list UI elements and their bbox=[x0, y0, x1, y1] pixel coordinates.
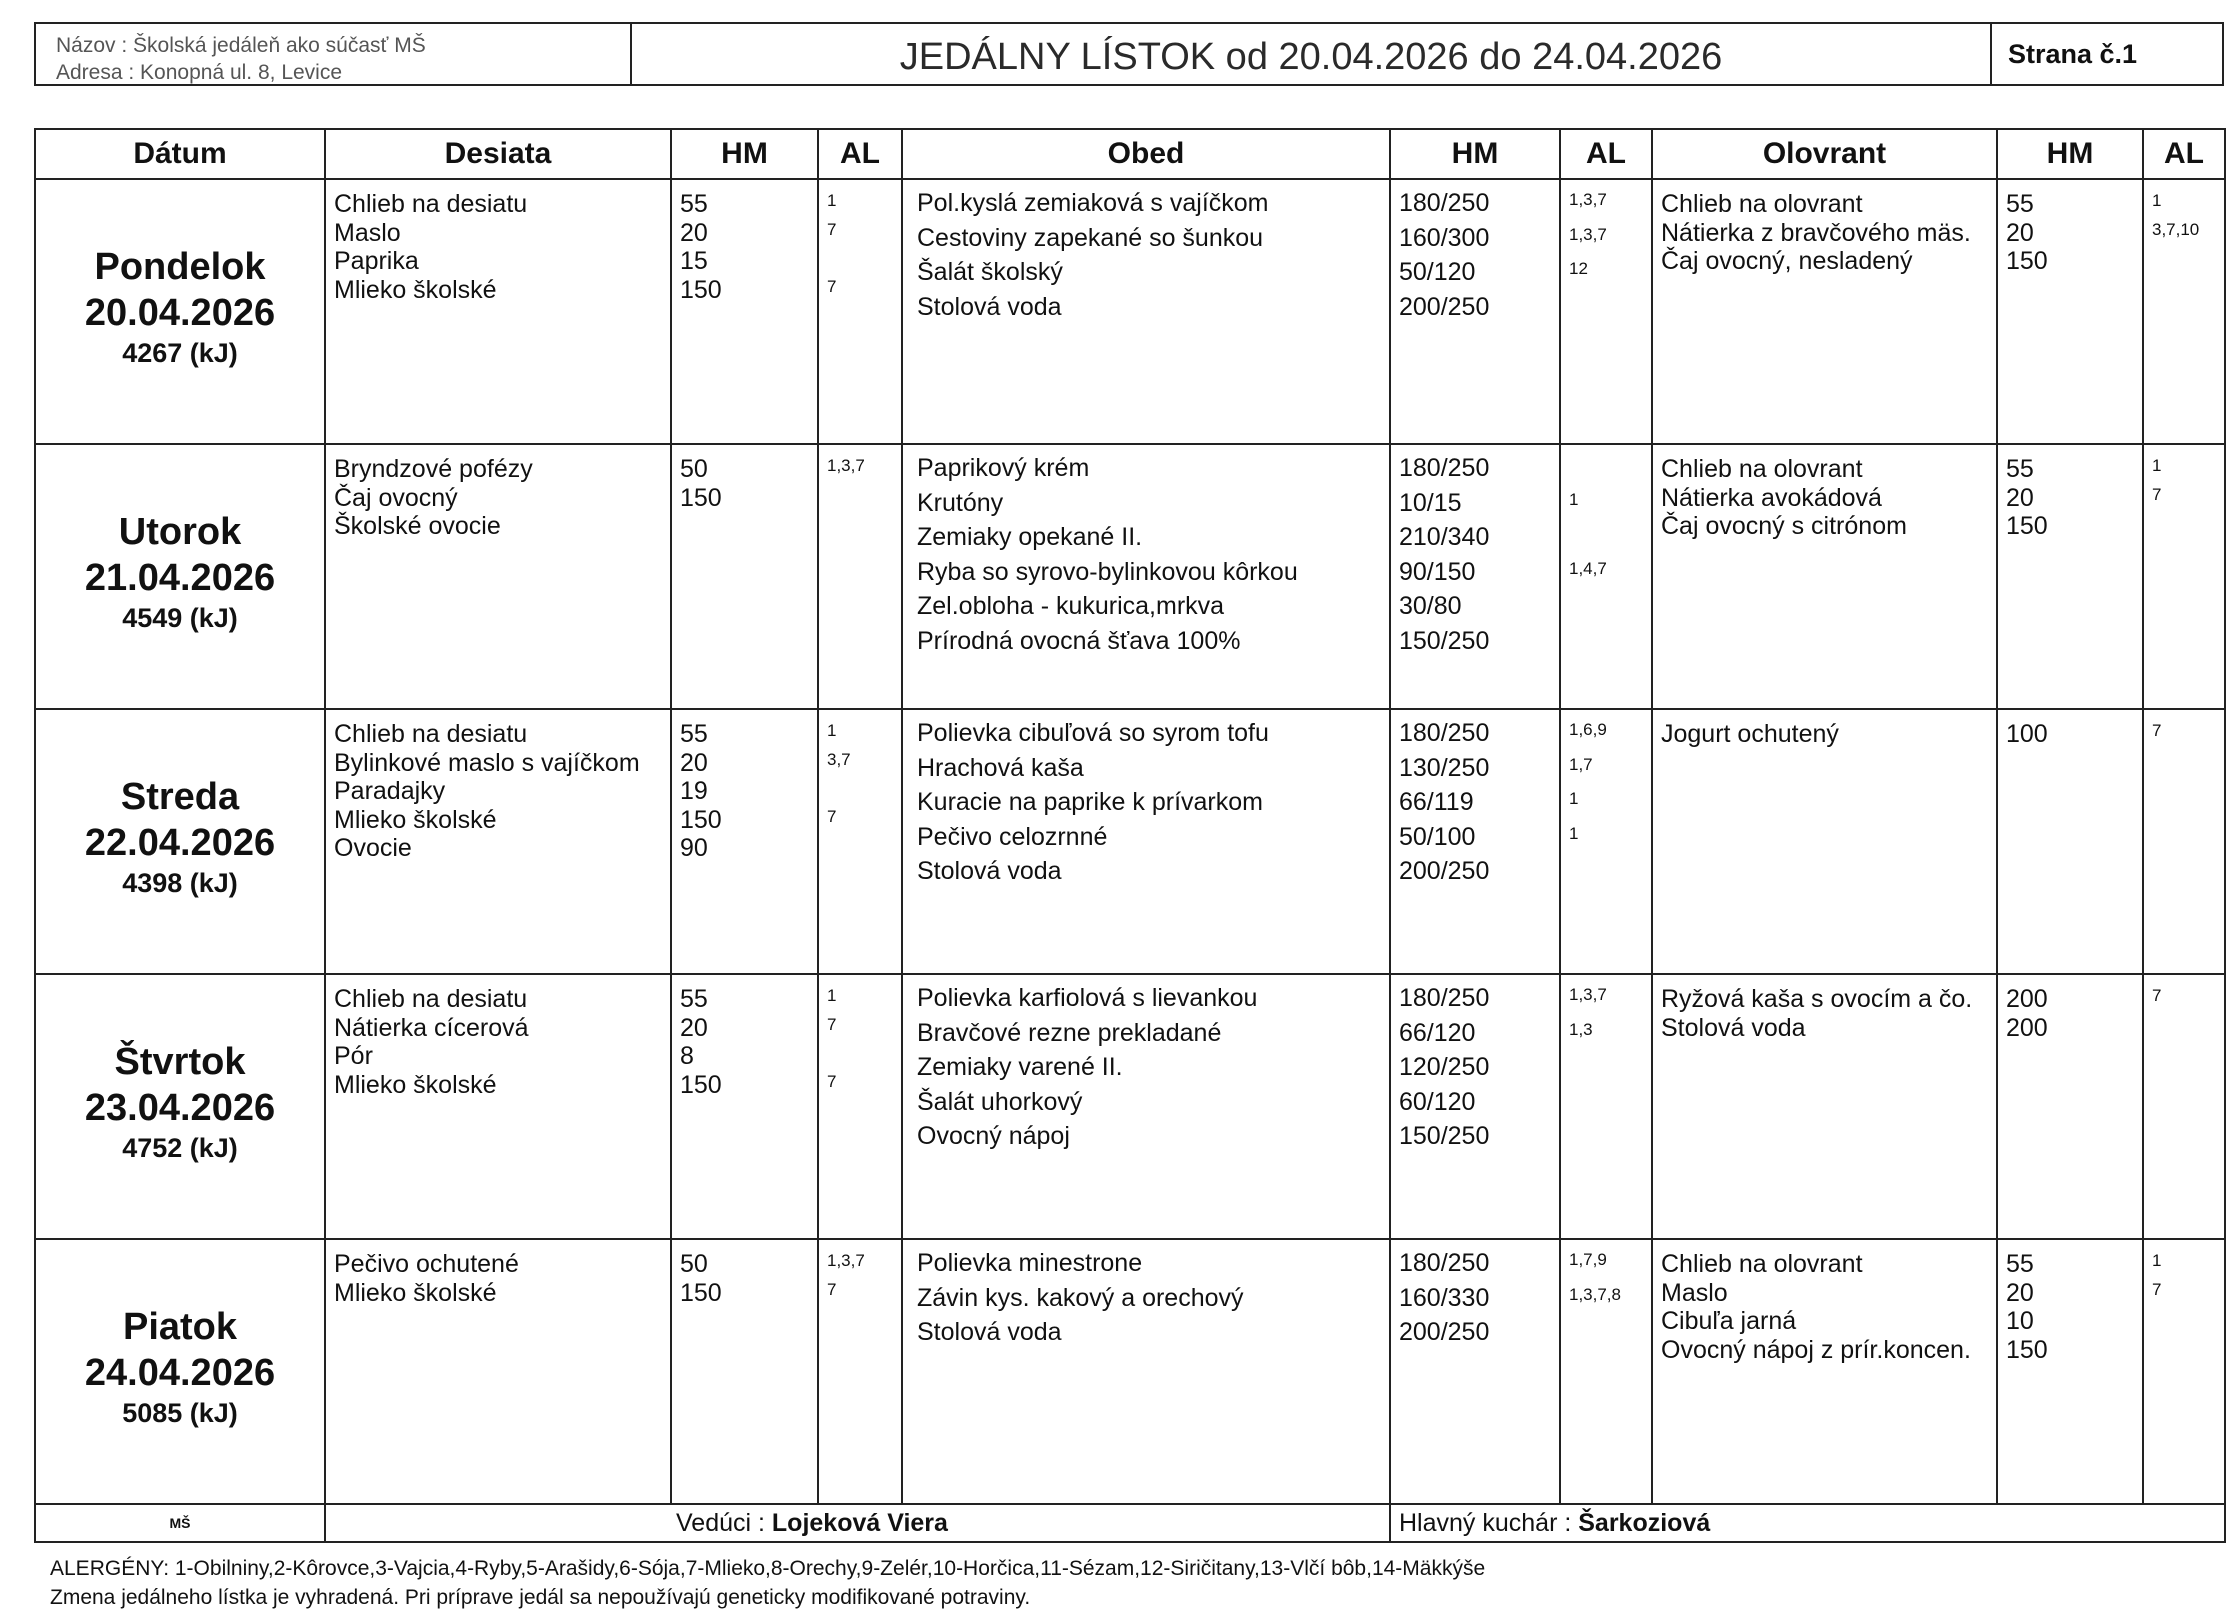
snack-hm: 55 bbox=[680, 985, 708, 1013]
col-afternoon-hm: HM bbox=[1997, 129, 2143, 179]
snack-hm: 50 bbox=[680, 1250, 708, 1278]
manager-label: Vedúci : bbox=[676, 1508, 772, 1537]
afternoon-al-cell bbox=[2143, 179, 2225, 444]
day-name: Pondelok bbox=[94, 245, 266, 288]
day-energy: 4549 (kJ) bbox=[122, 602, 238, 633]
table-header-row bbox=[35, 129, 2225, 179]
lunch-items-cell bbox=[902, 444, 1390, 709]
afternoon-al bbox=[2152, 1336, 2216, 1365]
lunch-item: Šalát uhorkový bbox=[917, 1087, 1083, 1116]
day-row bbox=[35, 709, 2225, 974]
day-date: 24.04.2026 bbox=[84, 1351, 276, 1394]
lunch-items-cell bbox=[902, 1239, 1390, 1504]
lunch-hm: 210/340 bbox=[1399, 523, 1490, 551]
lunch-hm: 50/100 bbox=[1399, 822, 1476, 851]
lunch-al: 1,7 bbox=[1569, 754, 1593, 774]
col-lunch-al: AL bbox=[1560, 129, 1652, 179]
day-row bbox=[35, 1239, 2225, 1504]
footer-chef bbox=[1390, 1504, 2225, 1542]
snack-items-cell bbox=[325, 179, 671, 444]
afternoon-item: Chlieb na olovrant bbox=[1661, 190, 1863, 218]
lunch-hm: 66/119 bbox=[1399, 788, 1474, 816]
lunch-al: 12 bbox=[1569, 259, 1588, 278]
snack-al bbox=[827, 777, 893, 806]
snack-items-cell bbox=[325, 709, 671, 974]
afternoon-hm: 55 bbox=[2006, 1250, 2034, 1278]
snack-al bbox=[827, 834, 893, 863]
disclaimer: Zmena jedálneho lístka je vyhradená. Pri príprave jedál sa nepoužívajú geneticky modifikované potraviny. bbox=[50, 1586, 1031, 1609]
afternoon-al-cell bbox=[2143, 1239, 2225, 1504]
snack-al-cell bbox=[818, 1239, 902, 1504]
afternoon-items-cell bbox=[1652, 974, 1997, 1239]
afternoon-hm-cell bbox=[1997, 1239, 2143, 1504]
canteen-name: Názov : Školská jedáleň ako súčasť MŠ bbox=[56, 34, 426, 57]
allergen-legend: ALERGÉNY: 1-Obilniny,2-Kôrovce,3-Vajcia,4-Ryby,5-Arašidy,6-Sója,7-Mlieko,8-Orechy,9-Zelér,10-Horčica,11-Sézam,12-Siričitany,13-Vlčí bôb,14-Mäkkýše bbox=[50, 1557, 1486, 1580]
snack-item: Nátierka cícerová bbox=[334, 1013, 529, 1042]
snack-hm: 150 bbox=[680, 275, 722, 304]
snack-al: 1 bbox=[827, 191, 837, 210]
day-date: 20.04.2026 bbox=[84, 291, 276, 334]
canteen-info bbox=[36, 24, 632, 84]
lunch-item: Pol.kyslá zemiaková s vajíčkom bbox=[917, 189, 1269, 217]
snack-item: Mlieko školské bbox=[334, 1070, 497, 1099]
afternoon-al bbox=[2152, 512, 2216, 541]
snack-hm: 150 bbox=[680, 1070, 722, 1099]
lunch-hm: 150/250 bbox=[1399, 1122, 1490, 1150]
lunch-hm-cell bbox=[1390, 1239, 1560, 1504]
lunch-al: 1,3,7 bbox=[1569, 985, 1607, 1004]
lunch-hm: 180/250 bbox=[1399, 454, 1490, 482]
afternoon-al-cell bbox=[2143, 709, 2225, 974]
day-row bbox=[35, 974, 2225, 1239]
snack-item: Mlieko školské bbox=[334, 275, 497, 304]
day-name: Štvrtok bbox=[114, 1040, 246, 1083]
lunch-items-cell bbox=[902, 974, 1390, 1239]
lunch-item: Cestoviny zapekané so šunkou bbox=[917, 223, 1264, 252]
lunch-al: 1,3,7 bbox=[1569, 224, 1607, 244]
lunch-item: Šalát školský bbox=[917, 258, 1063, 286]
lunch-hm-cell bbox=[1390, 709, 1560, 974]
chef-label: Hlavný kuchár : bbox=[1399, 1508, 1579, 1537]
lunch-hm: 160/330 bbox=[1399, 1283, 1490, 1312]
lunch-hm: 150/250 bbox=[1399, 626, 1490, 655]
day-energy: 5085 (kJ) bbox=[122, 1397, 238, 1428]
lunch-items-cell bbox=[902, 179, 1390, 444]
lunch-hm: 180/250 bbox=[1399, 719, 1490, 747]
afternoon-item: Ryžová kaša s ovocím a čo. bbox=[1661, 985, 1973, 1013]
lunch-item: Závin kys. kakový a orechový bbox=[917, 1283, 1244, 1312]
day-name: Utorok bbox=[118, 510, 242, 553]
lunch-al: 1,3,7,8 bbox=[1569, 1284, 1621, 1304]
lunch-al bbox=[1569, 591, 1643, 626]
snack-al-cell bbox=[818, 709, 902, 974]
afternoon-hm-cell bbox=[1997, 444, 2143, 709]
afternoon-item: Stolová voda bbox=[1661, 1013, 1806, 1042]
lunch-item: Ovocný nápoj bbox=[917, 1122, 1070, 1150]
lunch-hm: 200/250 bbox=[1399, 1318, 1490, 1346]
lunch-al-cell bbox=[1560, 1239, 1652, 1504]
day-date: 22.04.2026 bbox=[84, 821, 276, 864]
lunch-item: Stolová voda bbox=[917, 292, 1062, 321]
snack-hm: 15 bbox=[680, 247, 708, 275]
lunch-al bbox=[1569, 522, 1643, 557]
snack-item: Paradajky bbox=[334, 777, 446, 805]
lunch-al: 1,3,7 bbox=[1569, 190, 1607, 209]
snack-al: 7 bbox=[827, 1279, 837, 1299]
afternoon-al: 1 bbox=[2152, 456, 2162, 475]
lunch-item: Stolová voda bbox=[917, 1318, 1062, 1346]
snack-al bbox=[827, 1042, 893, 1071]
lunch-hm: 30/80 bbox=[1399, 592, 1462, 620]
lunch-hm: 120/250 bbox=[1399, 1053, 1490, 1081]
snack-al-cell bbox=[818, 444, 902, 709]
afternoon-hm-cell bbox=[1997, 974, 2143, 1239]
afternoon-item: Čaj ovocný s citrónom bbox=[1661, 512, 1907, 540]
notes bbox=[50, 1554, 1485, 1612]
lunch-hm-cell bbox=[1390, 179, 1560, 444]
snack-hm: 150 bbox=[680, 483, 722, 512]
snack-al: 7 bbox=[827, 219, 837, 239]
lunch-item: Pečivo celozrnné bbox=[917, 822, 1108, 851]
lunch-al bbox=[1569, 1087, 1643, 1122]
afternoon-hm: 10 bbox=[2006, 1307, 2034, 1335]
afternoon-al: 1 bbox=[2152, 1251, 2162, 1270]
afternoon-al: 7 bbox=[2152, 721, 2162, 740]
lunch-hm: 200/250 bbox=[1399, 857, 1490, 885]
footer-row bbox=[35, 1504, 2225, 1542]
snack-al bbox=[827, 247, 893, 276]
snack-item: Pečivo ochutené bbox=[334, 1250, 519, 1278]
snack-item: Chlieb na desiatu bbox=[334, 190, 528, 218]
snack-hm: 55 bbox=[680, 190, 708, 218]
lunch-item: Hrachová kaša bbox=[917, 753, 1084, 782]
lunch-hm: 160/300 bbox=[1399, 223, 1490, 252]
menu-body bbox=[35, 179, 2225, 1542]
day-name: Piatok bbox=[122, 1305, 238, 1348]
lunch-al-cell bbox=[1560, 179, 1652, 444]
lunch-hm: 130/250 bbox=[1399, 753, 1490, 782]
canteen-address: Adresa : Konopná ul. 8, Levice bbox=[56, 61, 343, 84]
lunch-hm: 180/250 bbox=[1399, 984, 1490, 1012]
footer-ms: MŠ bbox=[35, 1504, 325, 1542]
afternoon-item: Ovocný nápoj z prír.koncen. bbox=[1661, 1335, 1971, 1364]
afternoon-item: Nátierka z bravčového mäs. bbox=[1661, 218, 1971, 247]
lunch-item: Paprikový krém bbox=[917, 454, 1090, 482]
snack-item: Čaj ovocný bbox=[334, 483, 458, 512]
lunch-item: Prírodná ovocná šťava 100% bbox=[917, 626, 1241, 655]
afternoon-hm: 20 bbox=[2006, 218, 2034, 247]
afternoon-al bbox=[2152, 1307, 2216, 1336]
snack-items-cell bbox=[325, 444, 671, 709]
snack-hm-cell bbox=[671, 974, 818, 1239]
lunch-item: Polievka karfiolová s lievankou bbox=[917, 984, 1258, 1012]
footer-manager bbox=[325, 1504, 1390, 1542]
afternoon-al bbox=[2152, 247, 2216, 276]
day-name: Streda bbox=[120, 775, 240, 818]
lunch-hm: 66/120 bbox=[1399, 1018, 1476, 1047]
lunch-item: Kuracie na paprike k prívarkom bbox=[917, 788, 1263, 816]
snack-items-cell bbox=[325, 974, 671, 1239]
afternoon-item: Jogurt ochutený bbox=[1661, 720, 1839, 748]
snack-hm-cell bbox=[671, 709, 818, 974]
manager-name: Lojeková Viera bbox=[771, 1508, 948, 1537]
col-afternoon: Olovrant bbox=[1652, 129, 1997, 179]
lunch-hm: 90/150 bbox=[1399, 557, 1476, 586]
lunch-al: 1 bbox=[1569, 789, 1579, 808]
snack-al-cell bbox=[818, 974, 902, 1239]
snack-al-cell bbox=[818, 179, 902, 444]
day-date: 21.04.2026 bbox=[84, 556, 276, 599]
lunch-item: Ryba so syrovo-bylinkovou kôrkou bbox=[917, 557, 1298, 586]
afternoon-hm: 200 bbox=[2006, 985, 2048, 1013]
day-date-cell bbox=[35, 444, 325, 709]
snack-hm: 20 bbox=[680, 748, 708, 777]
snack-item: Ovocie bbox=[334, 834, 412, 862]
afternoon-hm: 150 bbox=[2006, 247, 2048, 275]
snack-item: Školské ovocie bbox=[334, 512, 501, 540]
day-date: 23.04.2026 bbox=[84, 1086, 276, 1129]
afternoon-item: Čaj ovocný, nesladený bbox=[1661, 247, 1913, 275]
snack-al: 1 bbox=[827, 721, 837, 740]
page-header bbox=[34, 22, 2224, 86]
snack-hm: 150 bbox=[680, 805, 722, 834]
afternoon-al: 7 bbox=[2152, 986, 2162, 1005]
afternoon-items-cell bbox=[1652, 179, 1997, 444]
lunch-item: Stolová voda bbox=[917, 857, 1062, 885]
afternoon-al: 1 bbox=[2152, 191, 2162, 210]
snack-hm: 20 bbox=[680, 1013, 708, 1042]
col-snack-hm: HM bbox=[671, 129, 818, 179]
snack-items-cell bbox=[325, 1239, 671, 1504]
snack-al bbox=[827, 484, 893, 513]
afternoon-hm: 150 bbox=[2006, 1335, 2048, 1364]
snack-hm-cell bbox=[671, 179, 818, 444]
snack-al: 7 bbox=[827, 1014, 837, 1034]
snack-al: 1 bbox=[827, 986, 837, 1005]
lunch-al-cell bbox=[1560, 974, 1652, 1239]
afternoon-item: Maslo bbox=[1661, 1278, 1728, 1307]
lunch-hm: 10/15 bbox=[1399, 488, 1462, 517]
lunch-item: Bravčové rezne prekladané bbox=[917, 1018, 1222, 1047]
snack-item: Bryndzové pofézy bbox=[334, 455, 533, 483]
lunch-al bbox=[1569, 1121, 1643, 1156]
snack-item: Maslo bbox=[334, 218, 401, 247]
menu-table bbox=[34, 128, 2226, 1543]
afternoon-hm: 55 bbox=[2006, 190, 2034, 218]
day-date-cell bbox=[35, 974, 325, 1239]
snack-hm: 50 bbox=[680, 455, 708, 483]
day-energy: 4398 (kJ) bbox=[122, 867, 238, 898]
day-row bbox=[35, 444, 2225, 709]
afternoon-hm: 150 bbox=[2006, 512, 2048, 540]
afternoon-al: 7 bbox=[2152, 1279, 2162, 1299]
col-lunch-hm: HM bbox=[1390, 129, 1560, 179]
col-lunch: Obed bbox=[902, 129, 1390, 179]
lunch-al bbox=[1569, 1052, 1643, 1087]
afternoon-al: 7 bbox=[2152, 484, 2162, 504]
page-title: JEDÁLNY LÍSTOK od 20.04.2026 do 24.04.2026 bbox=[899, 35, 1723, 78]
afternoon-hm-cell bbox=[1997, 179, 2143, 444]
day-energy: 4267 (kJ) bbox=[122, 337, 238, 368]
page-number: Strana č.1 bbox=[1990, 24, 2222, 84]
snack-hm: 20 bbox=[680, 218, 708, 247]
afternoon-al: 3,7,10 bbox=[2152, 219, 2200, 239]
snack-al bbox=[827, 512, 893, 541]
afternoon-hm-cell bbox=[1997, 709, 2143, 974]
afternoon-item: Chlieb na olovrant bbox=[1661, 455, 1863, 483]
lunch-al: 1 bbox=[1569, 823, 1579, 843]
snack-item: Chlieb na desiatu bbox=[334, 985, 528, 1013]
snack-hm-cell bbox=[671, 444, 818, 709]
lunch-hm: 180/250 bbox=[1399, 1249, 1490, 1277]
afternoon-al-cell bbox=[2143, 974, 2225, 1239]
snack-al: 7 bbox=[827, 806, 837, 826]
lunch-al bbox=[1569, 1317, 1643, 1352]
afternoon-hm: 100 bbox=[2006, 720, 2048, 748]
lunch-hm: 200/250 bbox=[1399, 292, 1490, 321]
snack-item: Paprika bbox=[334, 247, 419, 275]
snack-item: Bylinkové maslo s vajíčkom bbox=[334, 748, 640, 777]
snack-hm: 90 bbox=[680, 834, 708, 862]
lunch-item: Polievka cibuľová so syrom tofu bbox=[917, 719, 1269, 747]
snack-item: Chlieb na desiatu bbox=[334, 720, 528, 748]
snack-al: 7 bbox=[827, 1071, 837, 1091]
snack-hm: 55 bbox=[680, 720, 708, 748]
snack-al: 3,7 bbox=[827, 749, 851, 769]
lunch-al bbox=[1569, 292, 1643, 327]
lunch-hm: 50/120 bbox=[1399, 258, 1476, 286]
col-snack: Desiata bbox=[325, 129, 671, 179]
afternoon-hm: 200 bbox=[2006, 1013, 2048, 1042]
lunch-al bbox=[1569, 453, 1643, 488]
lunch-hm: 180/250 bbox=[1399, 189, 1490, 217]
lunch-al-cell bbox=[1560, 709, 1652, 974]
snack-al: 7 bbox=[827, 276, 837, 296]
day-energy: 4752 (kJ) bbox=[122, 1132, 238, 1163]
snack-hm-cell bbox=[671, 1239, 818, 1504]
lunch-item: Krutóny bbox=[917, 488, 1004, 517]
snack-item: Pór bbox=[334, 1042, 373, 1070]
col-date: Dátum bbox=[35, 129, 325, 179]
col-afternoon-al: AL bbox=[2143, 129, 2225, 179]
lunch-item: Zel.obloha - kukurica,mrkva bbox=[917, 592, 1225, 620]
lunch-al bbox=[1569, 626, 1643, 661]
snack-hm: 8 bbox=[680, 1042, 694, 1070]
lunch-al: 1,7,9 bbox=[1569, 1250, 1607, 1269]
lunch-al: 1 bbox=[1569, 489, 1579, 509]
snack-al: 1,3,7 bbox=[827, 1251, 865, 1270]
snack-item: Mlieko školské bbox=[334, 805, 497, 834]
snack-al: 1,3,7 bbox=[827, 456, 865, 475]
lunch-hm: 60/120 bbox=[1399, 1087, 1476, 1116]
day-row bbox=[35, 179, 2225, 444]
lunch-al-cell bbox=[1560, 444, 1652, 709]
afternoon-items-cell bbox=[1652, 1239, 1997, 1504]
lunch-item: Zemiaky opekané II. bbox=[917, 523, 1143, 551]
day-date-cell bbox=[35, 709, 325, 974]
lunch-items-cell bbox=[902, 709, 1390, 974]
lunch-item: Zemiaky varené II. bbox=[917, 1053, 1123, 1081]
day-date-cell bbox=[35, 1239, 325, 1504]
afternoon-items-cell bbox=[1652, 444, 1997, 709]
afternoon-hm: 20 bbox=[2006, 483, 2034, 512]
afternoon-items-cell bbox=[1652, 709, 1997, 974]
afternoon-hm: 20 bbox=[2006, 1278, 2034, 1307]
lunch-al: 1,3 bbox=[1569, 1019, 1593, 1039]
lunch-al bbox=[1569, 856, 1643, 891]
afternoon-al-cell bbox=[2143, 444, 2225, 709]
afternoon-hm: 55 bbox=[2006, 455, 2034, 483]
chef-name: Šarkoziová bbox=[1578, 1508, 1711, 1537]
afternoon-item: Chlieb na olovrant bbox=[1661, 1250, 1863, 1278]
snack-hm: 19 bbox=[680, 777, 708, 805]
lunch-al: 1,4,7 bbox=[1569, 558, 1607, 578]
col-snack-al: AL bbox=[818, 129, 902, 179]
snack-item: Mlieko školské bbox=[334, 1278, 497, 1307]
afternoon-al bbox=[2152, 1014, 2216, 1043]
day-date-cell bbox=[35, 179, 325, 444]
afternoon-item: Cibuľa jarná bbox=[1661, 1307, 1797, 1335]
lunch-al: 1,6,9 bbox=[1569, 720, 1607, 739]
lunch-hm-cell bbox=[1390, 444, 1560, 709]
lunch-hm-cell bbox=[1390, 974, 1560, 1239]
snack-hm: 150 bbox=[680, 1278, 722, 1307]
afternoon-item: Nátierka avokádová bbox=[1661, 483, 1882, 512]
lunch-item: Polievka minestrone bbox=[917, 1249, 1143, 1277]
